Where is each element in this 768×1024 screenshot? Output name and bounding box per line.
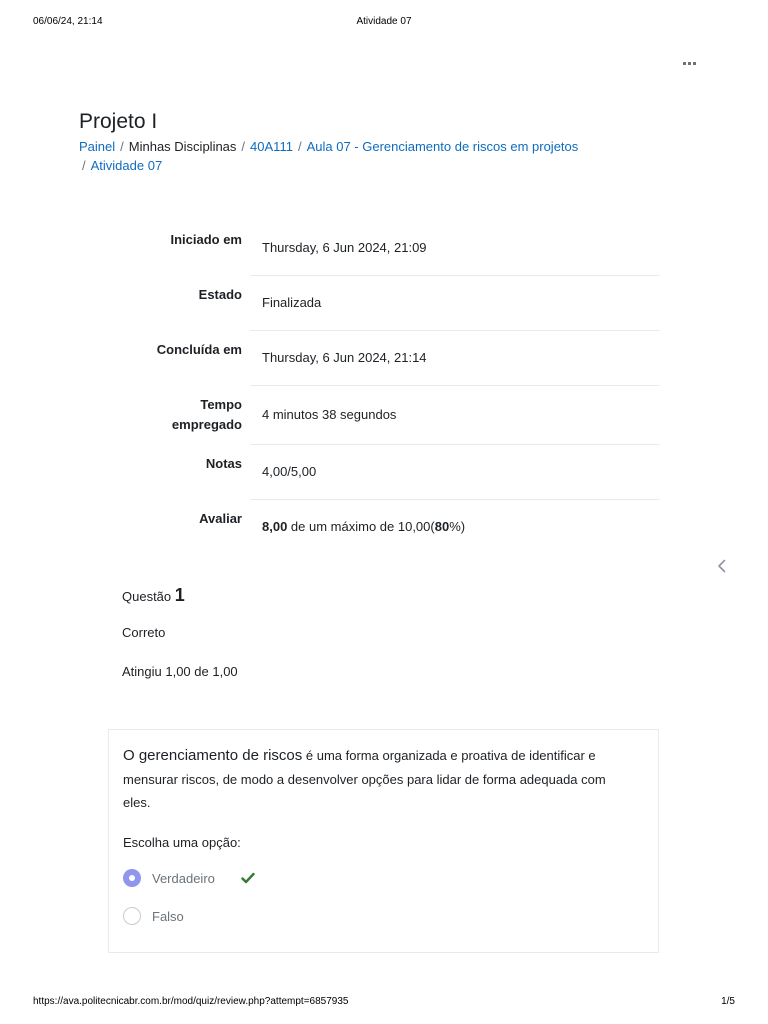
breadcrumb-item-aula[interactable]: Aula 07 - Gerenciamento de riscos em projetos (306, 139, 579, 154)
breadcrumb-item-minhas-disciplinas: Minhas Disciplinas (128, 139, 237, 154)
breadcrumb-item-atividade[interactable]: Atividade 07 (90, 158, 163, 173)
summary-label: Iniciado em (170, 232, 242, 247)
time-taken-value: 4 minutos 38 segundos (262, 407, 397, 422)
summary-value (250, 220, 660, 275)
attempt-summary-table (108, 220, 660, 554)
summary-row-completed (108, 330, 660, 385)
answer-option-label: Falso (152, 908, 184, 924)
print-url: https://ava.politecnicabr.com.br/mod/quiz/review.php?attempt=6857935 (33, 996, 349, 1007)
completed-value: Thursday, 6 Jun 2024, 21:14 (262, 350, 427, 365)
answer-option-falso[interactable] (123, 906, 184, 926)
print-page-count: 1/5 (721, 996, 735, 1007)
question-text-rest: é uma forma organizada e proativa de identificar e mensurar riscos, de modo a desenvolver opções para lidar de forma adequada com eles. (123, 748, 606, 810)
more-options-icon[interactable] (683, 58, 699, 68)
summary-value (250, 275, 660, 330)
grade-score: 8,00 (262, 519, 288, 535)
question-text (123, 744, 628, 815)
state-value: Finalizada (262, 295, 322, 310)
summary-label: Concluída em (156, 342, 242, 357)
summary-label: Estado (198, 287, 242, 302)
summary-row-started (108, 220, 660, 275)
question-number (122, 585, 185, 606)
summary-label (108, 385, 250, 444)
summary-label: Notas (205, 456, 242, 471)
breadcrumb (79, 137, 639, 175)
summary-label-line2: empregado (171, 417, 242, 432)
page-title: Projeto I (79, 110, 158, 133)
check-icon (241, 872, 255, 884)
question-text-lead: O gerenciamento de riscos (123, 747, 303, 764)
question-info (122, 585, 238, 679)
question-number-value: 1 (174, 585, 185, 605)
question-label: Questão (122, 589, 172, 604)
radio-unchecked-icon[interactable] (123, 907, 141, 925)
breadcrumb-separator: / (297, 139, 302, 154)
summary-value (250, 330, 660, 385)
started-value: Thursday, 6 Jun 2024, 21:09 (262, 239, 427, 255)
question-state: Correto (122, 625, 166, 640)
grade-percent: 80 (434, 519, 450, 535)
summary-row-time-taken (108, 385, 660, 444)
breadcrumb-item-course[interactable]: 40A111 (250, 139, 293, 154)
summary-label: Avaliar (199, 511, 242, 526)
radio-checked-icon[interactable] (123, 869, 141, 887)
chevron-left-icon[interactable] (715, 558, 729, 574)
summary-value (250, 444, 660, 499)
answer-option-label: Verdadeiro (152, 870, 215, 886)
grade-suffix: %) (449, 519, 466, 535)
answer-option-verdadeiro[interactable] (123, 868, 255, 888)
grade-middle-text: de um máximo de 10,00( (287, 519, 435, 535)
print-doc-title: Atividade 07 (356, 16, 412, 27)
summary-row-state (108, 275, 660, 330)
breadcrumb-item-painel[interactable]: Painel (79, 139, 116, 154)
summary-value (250, 499, 660, 554)
question-grade: Atingiu 1,00 de 1,00 (122, 664, 238, 679)
marks-value: 4,00/5,00 (262, 464, 317, 479)
summary-row-grade (108, 499, 660, 554)
summary-label-line1: Tempo (200, 397, 242, 412)
print-date: 06/06/24, 21:14 (33, 16, 103, 27)
print-header (0, 16, 768, 30)
question-content (108, 729, 659, 953)
breadcrumb-separator: / (82, 158, 86, 173)
breadcrumb-separator: / (120, 139, 124, 154)
summary-value (250, 385, 660, 444)
breadcrumb-separator: / (241, 139, 246, 154)
summary-row-marks (108, 444, 660, 499)
answer-prompt: Escolha uma opção: (123, 835, 241, 850)
